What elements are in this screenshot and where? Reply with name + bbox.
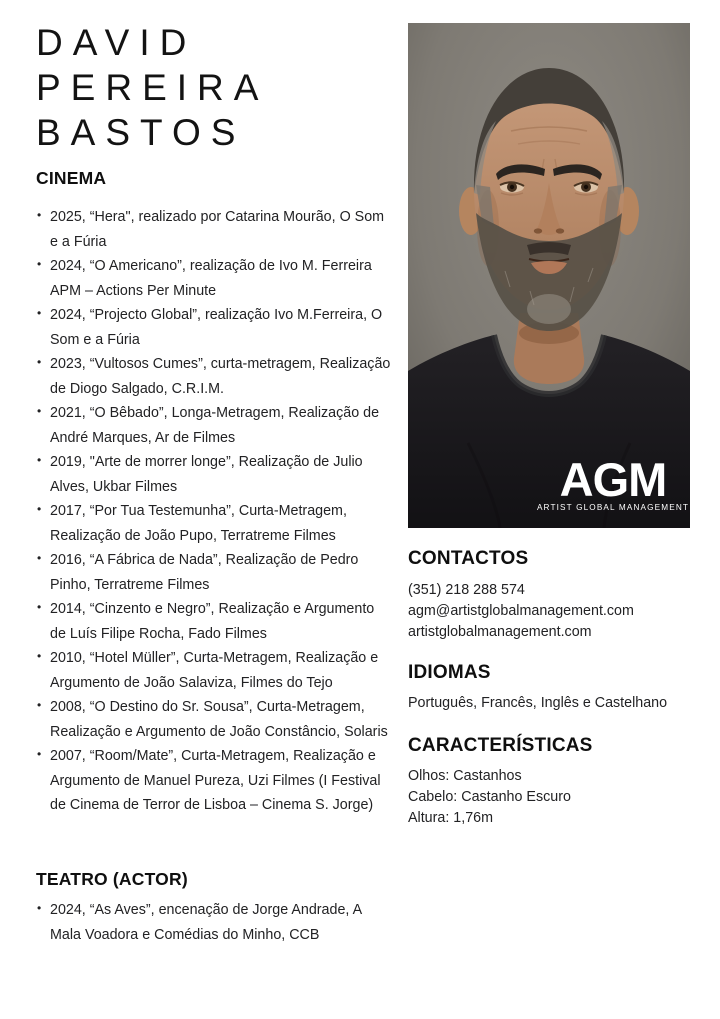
teatro-heading: TEATRO (ACTOR) <box>36 869 188 889</box>
agm-logo <box>537 453 689 512</box>
agm-logo-subtext: ARTIST GLOBAL MANAGEMENT <box>536 503 690 512</box>
agm-logo-text: AGM <box>559 453 667 506</box>
section-teatro <box>36 869 394 947</box>
languages-value: Português, Francês, Inglês e Castelhano <box>408 695 668 712</box>
nostril-left <box>534 228 542 233</box>
contacts-block <box>408 580 708 642</box>
languages-heading: IDIOMAS <box>408 662 491 684</box>
cinema-item: • 2024, “Projecto Global”, realização Ivo M.Ferreira, O Som e a Fúria <box>36 303 394 352</box>
contact-website[interactable]: artistglobalmanagement.com <box>408 623 592 640</box>
characteristic-eyes: Olhos: Castanhos <box>408 768 522 785</box>
name-line-3: BASTOS <box>36 112 246 153</box>
teatro-item: • 2024, “As Aves”, encenação de Jorge Andrade, A Mala Voadora e Comédias do Minho, CCB <box>36 898 394 947</box>
cinema-item: • 2017, “Por Tua Testemunha”, Curta-Metragem, Realização de João Pupo, Terratreme Filmes <box>36 499 394 548</box>
cinema-item: • 2019, "Arte de morrer longe”, Realização de Julio Alves, Ukbar Filmes <box>36 450 394 499</box>
name-line-2: PEREIRA <box>36 67 269 108</box>
contact-phone: (351) 218 288 574 <box>408 582 525 598</box>
contact-email[interactable]: agm@artistglobalmanagement.com <box>408 602 634 619</box>
name-line-1: DAVID <box>36 22 197 63</box>
chin-gray-patch <box>527 294 571 324</box>
cinema-item: • 2023, “Vultosos Cumes”, curta-metragem, Realização de Diogo Salgado, C.R.I.M. <box>36 352 394 401</box>
cinema-item: • 2014, “Cinzento e Negro”, Realização e Argumento de Luís Filipe Rocha, Fado Filmes <box>36 597 394 646</box>
cinema-item: • 2025, “Hera", realizado por Catarina Mourão, O Som e a Fúria <box>36 205 394 254</box>
cinema-heading: CINEMA <box>36 168 107 188</box>
cinema-item: • 2024, “O Americano”, realização de Ivo M. Ferreira APM – Actions Per Minute <box>36 254 394 303</box>
pupil-left <box>510 185 514 189</box>
cinema-list <box>36 205 394 818</box>
characteristic-height: Altura: 1,76m <box>408 809 494 826</box>
right-column <box>408 547 708 829</box>
teatro-list <box>36 898 394 947</box>
cinema-item: • 2008, “O Destino do Sr. Sousa”, Curta-Metragem, Realização e Argumento de João Constâncio, Solaris <box>36 695 394 744</box>
page-title <box>36 20 268 155</box>
cinema-item: • 2021, “O Bêbado”, Longa-Metragem, Realização de André Marques, Ar de Filmes <box>36 401 394 450</box>
characteristic-hair: Cabelo: Castanho Escuro <box>408 788 571 805</box>
characteristics-heading: CARACTERÍSTICAS <box>408 735 593 757</box>
characteristics-block <box>408 766 708 828</box>
cinema-item: • 2010, “Hotel Müller”, Curta-Metragem, Realização e Argumento de João Salaviza, Filmes do Tejo <box>36 646 394 695</box>
portrait-image <box>408 23 690 528</box>
section-cinema <box>36 168 394 818</box>
cinema-item: • 2007, “Room/Mate”, Curta-Metragem, Realização e Argumento de Manuel Pureza, Uzi Filmes (I Festival de Cinema de Terror de Lisboa – Cinema S. Jorge) <box>36 744 394 818</box>
nostril-right <box>556 228 564 233</box>
pupil-right <box>584 185 588 189</box>
portrait-photo <box>408 23 690 528</box>
cinema-item: • 2016, “A Fábrica de Nada”, Realização de Pedro Pinho, Terratreme Filmes <box>36 548 394 597</box>
contacts-heading: CONTACTOS <box>408 548 529 569</box>
